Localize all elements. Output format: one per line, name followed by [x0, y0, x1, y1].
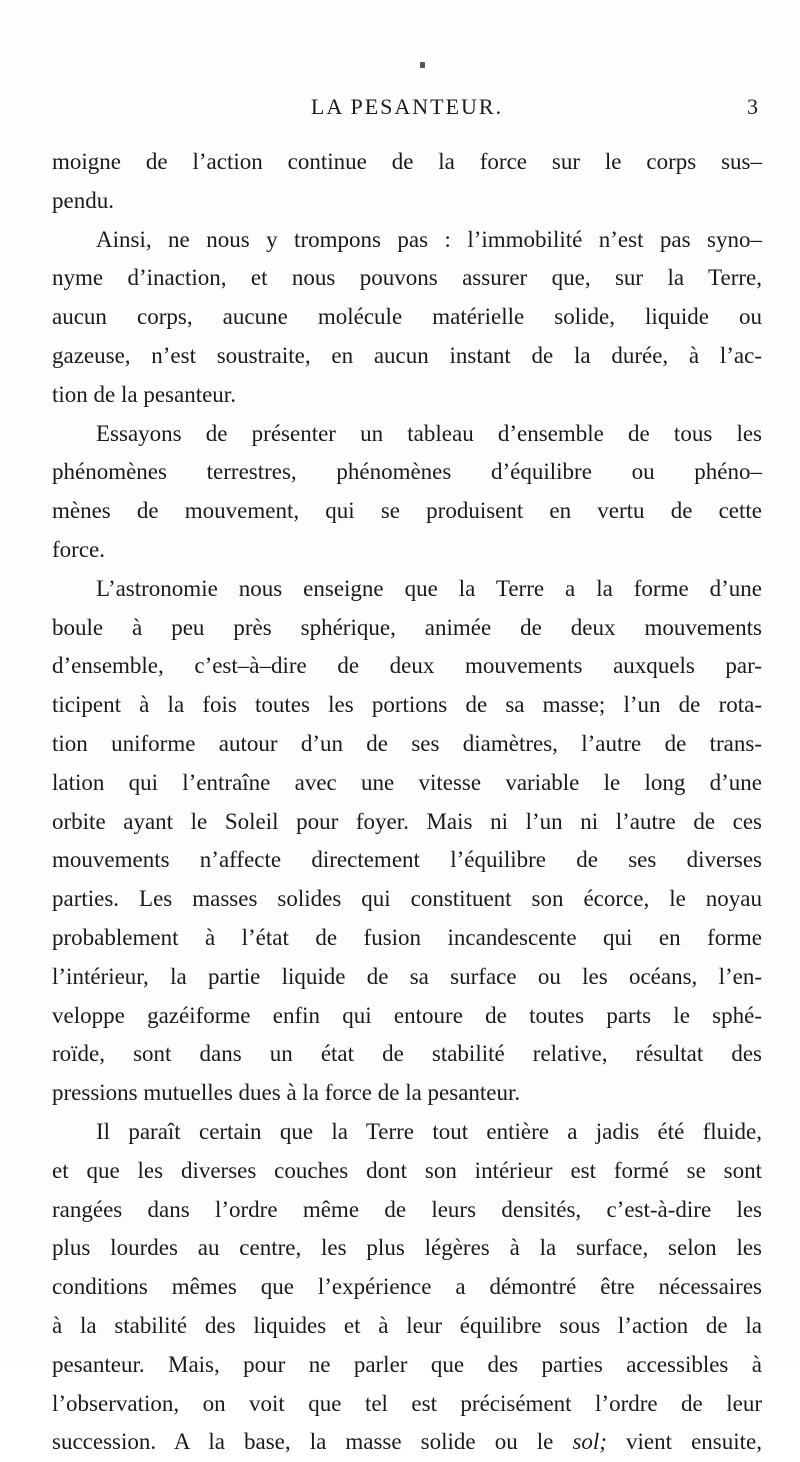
text-line: parties. Les masses solides qui constituent son écorce, le noyau — [52, 886, 762, 912]
text-line: d’ensemble, c’est–à–dire de deux mouvements auxquels par- — [52, 653, 762, 679]
body-text — [52, 143, 762, 1462]
text-line: à la stabilité des liquides et à leur équilibre sous l’action de la — [52, 1312, 762, 1338]
text-line: moigne de l’action continue de la force sur le corps sus– — [52, 149, 762, 174]
ink-speck — [420, 62, 425, 68]
text-line: tion uniforme autour d’un de ses diamètres, l’autre de trans- — [52, 730, 762, 756]
text-line: conditions mêmes que l’expérience a démontré être nécessaires — [52, 1274, 762, 1300]
text-line: veloppe gazéiforme enfin qui entoure de toutes parts le sphé- — [52, 1002, 762, 1028]
text-line: plus lourdes au centre, les plus légères à la surface, selon les — [52, 1235, 762, 1261]
page-header — [52, 94, 762, 134]
text-line: Ainsi, ne nous y trompons pas : l’immobilité n’est pas syno– — [96, 226, 762, 252]
text-line: phénomènes terrestres, phénomènes d’équilibre ou phéno– — [52, 459, 762, 485]
text-line: gazeuse, n’est soustraite, en aucun instant de la durée, à l’ac- — [52, 342, 762, 368]
text-line: tion de la pesanteur. — [52, 381, 236, 407]
text-line: Il paraît certain que la Terre tout entière a jadis été fluide, — [96, 1118, 762, 1144]
text-line: Essayons de présenter un tableau d’ensemble de tous les — [96, 420, 762, 446]
text-line: rangées dans l’ordre même de leurs densités, c’est-à-dire les — [52, 1196, 762, 1222]
text-line: probablement à l’état de fusion incandescente qui en forme — [52, 924, 762, 950]
text-line-final — [52, 1423, 762, 1462]
text-line: lation qui l’entraîne avec une vitesse variable le long d’une — [52, 769, 762, 795]
text-line: l’intérieur, la partie liquide de sa surface ou les océans, l’en- — [52, 963, 762, 989]
text-line: mènes de mouvement, qui se produisent en vertu de cette — [52, 498, 762, 524]
text-line: ticipent à la fois toutes les portions de sa masse; l’un de rota- — [52, 692, 762, 718]
running-title: LA PESANTEUR. — [310, 94, 504, 119]
text-line: aucun corps, aucune molécule matérielle solide, liquide ou — [52, 304, 762, 330]
page-number: 3 — [747, 94, 758, 119]
text-line: nyme d’inaction, et nous pouvons assurer que, sur la Terre, — [52, 265, 762, 291]
text-line: pesanteur. Mais, pour ne parler que des parties accessibles à — [52, 1351, 762, 1377]
text-line: force. — [52, 536, 105, 562]
text-line: pressions mutuelles dues à la force de la pesanteur. — [52, 1080, 521, 1106]
text-line: l’observation, on voit que tel est précisément l’ordre de leur — [52, 1390, 762, 1416]
text-line: orbite ayant le Soleil pour foyer. Mais ni l’un ni l’autre de ces — [52, 808, 762, 834]
italic-word: sol; — [572, 1429, 607, 1455]
text-line: mouvements n’affecte directement l’équilibre de ses diverses — [52, 847, 762, 873]
final-line-start: succession. A la base, la masse solide ou le — [52, 1429, 573, 1455]
final-line-end: vient ensuite, — [606, 1429, 762, 1455]
text-line: L’astronomie nous enseigne que la Terre a la forme d’une — [96, 575, 762, 601]
text-line: pendu. — [52, 187, 114, 213]
text-line: roïde, sont dans un état de stabilité relative, résultat des — [52, 1041, 762, 1067]
text-line: boule à peu près sphérique, animée de deux mouvements — [52, 614, 762, 640]
text-line: et que les diverses couches dont son intérieur est formé se sont — [52, 1157, 762, 1183]
